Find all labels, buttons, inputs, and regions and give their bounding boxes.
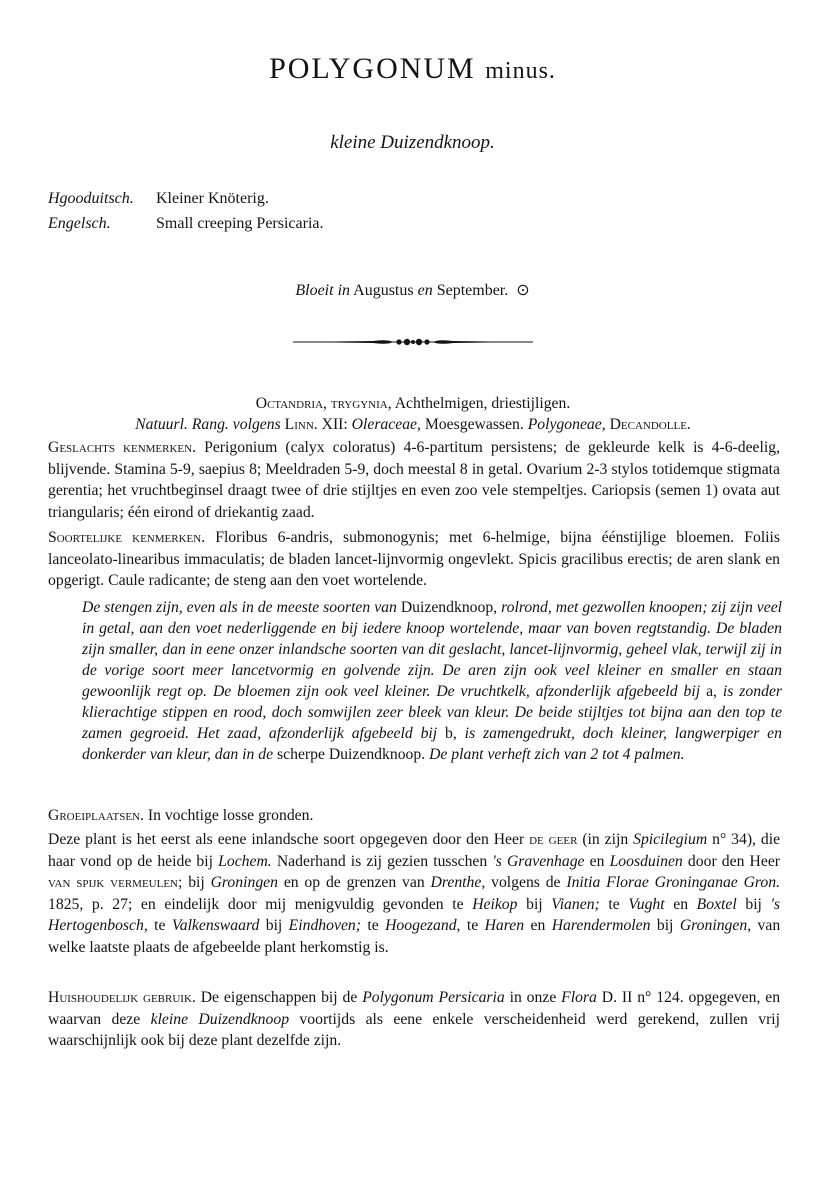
class-order-dutch: Achthelmigen, driestijligen. [394, 395, 571, 412]
work-title: Initia Florae Groninganae Gron. [566, 874, 781, 891]
common-name: Small creeping Persicaria. [156, 215, 324, 232]
place-name: Haren [484, 917, 525, 934]
linnaeus: Linn. [284, 416, 318, 433]
common-name: Kleiner Knöterig. [156, 190, 269, 207]
description-text: is zamengedrukt, doch kleiner, langwerpiger en donkerder van kleur, dan in de [82, 725, 782, 763]
text: van welke laatste plaats de afgebeelde plant herkomstig is. [48, 917, 781, 956]
bloom-word: in [337, 282, 351, 299]
natural-rank-label: Natuurl. Rang. volgens [135, 416, 281, 433]
description-text: De stengen zijn, even als in de meeste soorten van [82, 599, 397, 616]
family-dutch: Moesgewassen. [424, 416, 524, 433]
language-label: Engelsch. [48, 215, 111, 232]
text: bij [188, 874, 205, 891]
description-plain: Duizendknoop, [400, 599, 498, 616]
text: en [530, 917, 546, 934]
dutch-name: kleine Duizendknoop. [330, 132, 495, 153]
work-title: Spicilegium [633, 831, 708, 848]
text: voortijds als eene enkele verscheidenheid werd gerekend, zullen vrij waarschijnlijk ook bij deze plant dezelfde zijn. [48, 1010, 781, 1049]
place-name: Heikop [472, 895, 518, 913]
text: volgens de [491, 874, 561, 891]
bloom-month: Augustus [353, 282, 414, 299]
description-plain: b, [445, 725, 457, 742]
place-name: Drenthe, [430, 874, 486, 891]
specific-characters [48, 527, 780, 592]
place-name: Groningen, [679, 917, 752, 934]
ornament-divider-icon [293, 336, 533, 348]
text: bij [656, 917, 674, 934]
classification-line [48, 393, 778, 415]
domestic-use [48, 987, 780, 1052]
description-text: is zonder klierachtige stippen en rood, doch somwijlen zeer bleek van kleur. De beide stijltjes tot bijna aan den top te zamen gegroeid. Het zaad, afzonderlijk afgebeeld bij [82, 683, 783, 742]
species-name: minus. [485, 58, 556, 84]
place-name: Hoogezand, [385, 917, 461, 934]
place-name: Valkenswaard [171, 917, 260, 934]
place-name: Vught [628, 895, 665, 913]
text: 1825, p. 27; en eindelijk door mij menigvuldig gevonden te [48, 895, 464, 913]
class-order: Octandria, trygynia, [255, 395, 392, 412]
person-name: van spijk vermeulen; [48, 874, 183, 891]
section-text: In vochtige losse gronden. [147, 807, 314, 824]
description-plain: a, [706, 683, 717, 700]
text: n° 34), die haar vond op de heide bij [48, 831, 781, 870]
text: in onze [509, 989, 557, 1006]
family-latin: Oleraceae, [351, 416, 421, 433]
common-name-row-german [48, 186, 324, 211]
class-number: XII: [321, 416, 348, 433]
text: bij [526, 895, 543, 913]
common-name: kleine Duizendknoop [150, 1010, 290, 1028]
place-name: Boxtel [696, 895, 737, 913]
page-title [0, 52, 825, 88]
species-name: Polygonum Persicaria [362, 989, 505, 1006]
description-text: De plant verheft zich van 2 tot 4 palmen. [429, 746, 685, 763]
text: en [673, 895, 689, 913]
place-name: 's Hertogenbosch, [48, 895, 780, 934]
language-label: Hgooduitsch. [48, 190, 134, 207]
localities-paragraph [48, 829, 780, 958]
natural-rank-line [48, 414, 778, 436]
genus-name: POLYGONUM [269, 52, 476, 85]
section-label: Huishoudelijk gebruik. [48, 989, 196, 1006]
text: te [154, 917, 166, 934]
section-label: Soortelijke kenmerken. [48, 529, 206, 546]
text: door den Heer [687, 852, 781, 870]
text: te [367, 917, 379, 934]
common-names [48, 186, 324, 236]
bloom-word: Bloeit [295, 282, 334, 299]
person-name: de geer [529, 831, 578, 848]
place-name: Harendermolen [551, 917, 651, 934]
common-name-row-english [48, 211, 324, 236]
text: Deze plant is het eerst als eene inlandsche soort opgegeven door den Heer [48, 831, 525, 848]
place-name: 's Gravenhage [492, 852, 585, 870]
description-text: rolrond, met gezwollen knoopen; zij zijn veel in getal, aan den voet nederliggende en bij iedere knoop wortelende, maar van boven regtstandig. De bladen zijn smaller, dan in eene onzer inlandsche soorten van dit geslacht, lancet-lijnvormig, geheel vlak, terwijl zij in de vorige soort meer lancetvormig en golvende zijn. De aren zijn ook veel kleiner en smaller en staan gewoonlijk regt op. De bloemen zijn ook veel kleiner. De vruchtkelk, afzonderlijk afgebeeld bij [82, 599, 783, 700]
description-paragraph [82, 597, 782, 765]
habitat [48, 805, 780, 827]
place-name: Eindhoven; [288, 917, 361, 934]
bloom-word: en [417, 282, 433, 299]
text: te [466, 917, 479, 934]
text: te [608, 895, 620, 913]
text: De eigenschappen bij de [200, 989, 358, 1006]
text: bij [265, 917, 283, 934]
section-text: Floribus 6-andris, submonogynis; met 6-helmige, bijna éénstijlige bloemen. Foliis lanceolato-linearibus immaculatis; de bladen lancet-lijnvormig ongevlekt. Spicis gracilibus erectis; de aren slank en opgerigt. Caule radicante; de steng aan den voet wortelende. [48, 529, 781, 589]
text: en [589, 852, 605, 870]
text: Naderhand is zij gezien tusschen [276, 852, 488, 870]
text: en op de grenzen van [283, 874, 425, 891]
bloom-month: September. [436, 282, 509, 299]
description-plain: scherpe Duizendknoop. [277, 746, 426, 763]
place-name: Vianen; [551, 895, 600, 913]
section-label: Groeiplaatsen. [48, 807, 144, 824]
text: (in zijn [582, 831, 629, 848]
bloom-line [0, 280, 825, 302]
place-name: Groningen [210, 874, 278, 891]
generic-characters [48, 437, 780, 523]
work-title: Flora [561, 989, 597, 1006]
family-decandolle: Polygoneae, [527, 416, 606, 433]
section-label: Geslachts kenmerken. [48, 439, 197, 456]
annual-symbol-icon: ⊙ [516, 282, 530, 299]
place-name: Loosduinen [609, 852, 683, 870]
decandolle: Decandolle. [609, 416, 691, 433]
text: bij [745, 895, 762, 913]
text: D. II n° 124. opgegeven, en waarvan deze [48, 989, 781, 1028]
place-name: Lochem. [218, 852, 272, 870]
section-text: Perigonium (calyx coloratus) 4-6-partitum persistens; de gekleurde kelk is 4-6-deelig, blijvende. Stamina 5-9, saepius 8; Meeldraden 5-9, doch meestal 8 in getal. Ovarium 2-3 stylos totidemque stigmata gerentia; het vruchtbeginsel draagt twee of drie stijltjes en even zoo vele stempeltjes. Cariopsis (semen 1) ovata aut triangularis; één eirond of driekantig zaad. [48, 439, 781, 521]
